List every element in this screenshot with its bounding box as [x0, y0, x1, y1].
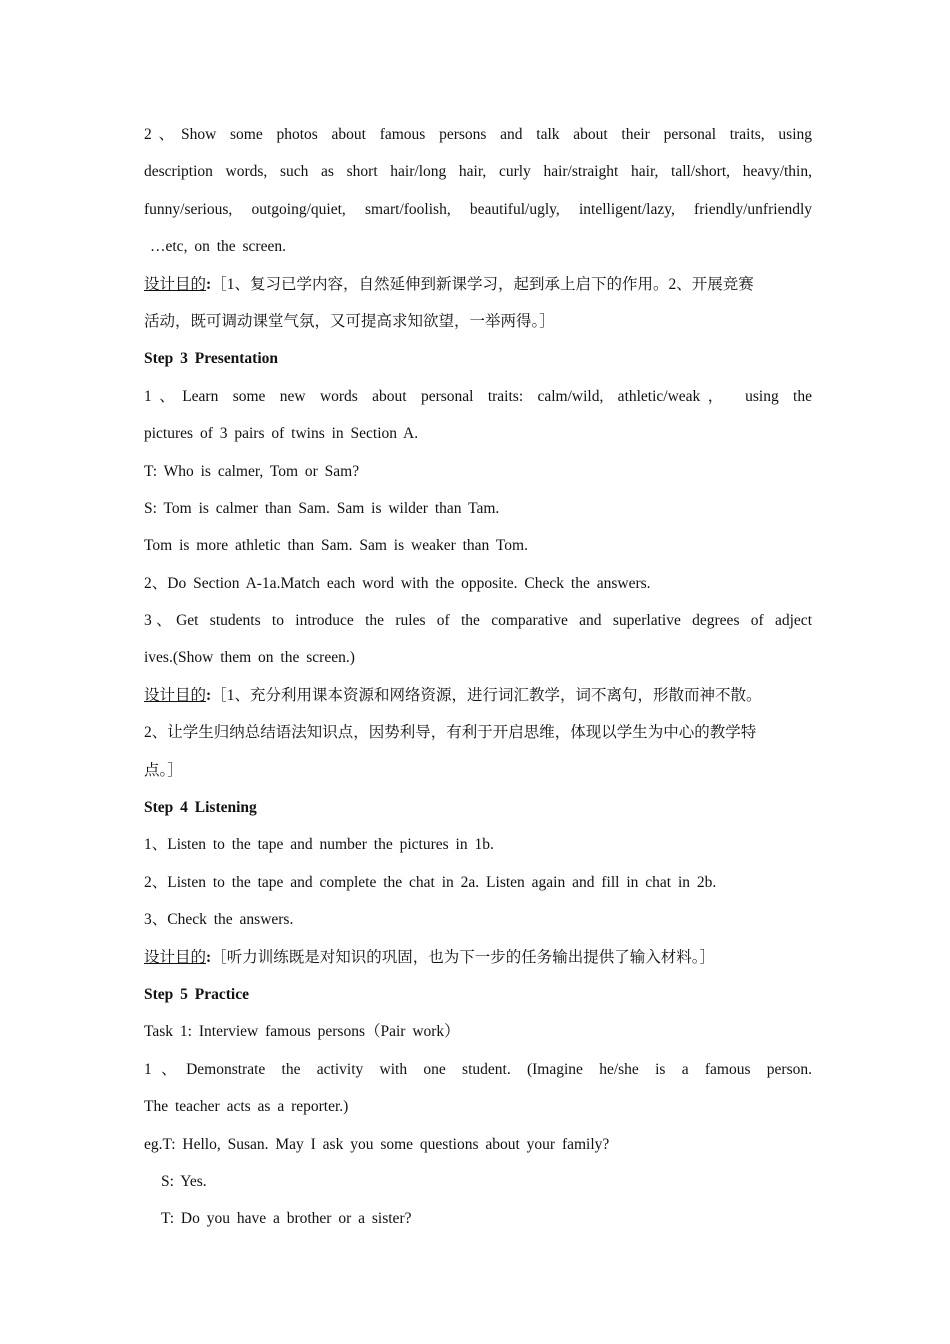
document-page	[144, 116, 812, 1238]
design-purpose-text: ［听力训练既是对知识的巩固，也为下一步的任务输出提供了输入材料。］	[211, 948, 715, 966]
paragraph-line: 点。］	[144, 761, 183, 779]
paragraph-line: 1、Learn some new words about personal traits: calm/wild, athletic/weak， using the	[144, 387, 812, 405]
design-purpose-text: ［1、充分利用课本资源和网络资源，进行词汇教学，词不离句，形散而神不散。	[211, 686, 762, 704]
step-heading: Step 5 Practice	[144, 985, 249, 1003]
dialogue-line: eg.T: Hello, Susan. May I ask you some questions about your family?	[144, 1135, 610, 1153]
design-purpose-label: 设计目的	[144, 275, 207, 293]
paragraph-line: The teacher acts as a reporter.)	[144, 1098, 349, 1116]
paragraph-line: 3、Check the answers.	[144, 911, 294, 929]
paragraph-line: …etc, on the screen.	[150, 238, 286, 256]
paragraph-line: 2、Listen to the tape and complete the chat in 2a. Listen again and fill in chat in 2b.	[144, 873, 717, 891]
paragraph-line: 1、Demonstrate the activity with one student. (Imagine he/she is a famous person.	[144, 1060, 812, 1078]
paragraph-line: 活动，既可调动课堂气氛，又可提高求知欲望，一举两得。］	[144, 312, 555, 330]
paragraph-line: 3、Get students to introduce the rules of the comparative and superlative degrees of adject	[144, 612, 812, 630]
design-purpose-line	[144, 677, 812, 714]
paragraph-line: 2、Do Section A-1a.Match each word with the opposite. Check the answers.	[144, 574, 651, 592]
dialogue-line: T: Who is calmer, Tom or Sam?	[144, 462, 360, 480]
design-purpose-label: 设计目的	[144, 686, 207, 704]
dialogue-line: Tom is more athletic than Sam. Sam is weaker than Tom.	[144, 537, 528, 555]
paragraph-line: 1、Listen to the tape and number the pictures in 1b.	[144, 836, 494, 854]
paragraph-line: ives.(Show them on the screen.)	[144, 649, 355, 667]
dialogue-line: T: Do you have a brother or a sister?	[161, 1210, 412, 1228]
paragraph-line: funny/serious, outgoing/quiet, smart/foolish, beautiful/ugly, intelligent/lazy, friendly/unfriendly	[144, 200, 812, 218]
design-purpose-colon: :	[206, 275, 212, 293]
design-purpose-label: 设计目的	[144, 948, 207, 966]
paragraph-line: Task 1: Interview famous persons（Pair work）	[144, 1023, 460, 1041]
paragraph-line: pictures of 3 pairs of twins in Section A.	[144, 425, 419, 443]
paragraph-line: description words, such as short hair/long hair, curly hair/straight hair, tall/short, heavy/thin,	[144, 163, 812, 181]
paragraph-line: 2、让学生归纳总结语法知识点，因势利导，有利于开启思维，体现以学生为中心的教学特	[144, 724, 757, 742]
dialogue-line: S: Yes.	[161, 1172, 207, 1190]
design-purpose-line	[144, 266, 812, 303]
dialogue-line: S: Tom is calmer than Sam. Sam is wilder than Tam.	[144, 499, 500, 517]
design-purpose-colon: :	[206, 948, 212, 966]
design-purpose-text: ［1、复习已学内容，自然延伸到新课学习，起到承上启下的作用。2、开展竞赛	[211, 275, 754, 293]
step-heading: Step 3 Presentation	[144, 350, 279, 368]
paragraph-line: 2、Show some photos about famous persons and talk about their personal traits, using	[144, 126, 812, 143]
design-purpose-colon: :	[206, 686, 212, 704]
design-purpose-line	[144, 939, 812, 976]
step-heading: Step 4 Listening	[144, 799, 257, 817]
